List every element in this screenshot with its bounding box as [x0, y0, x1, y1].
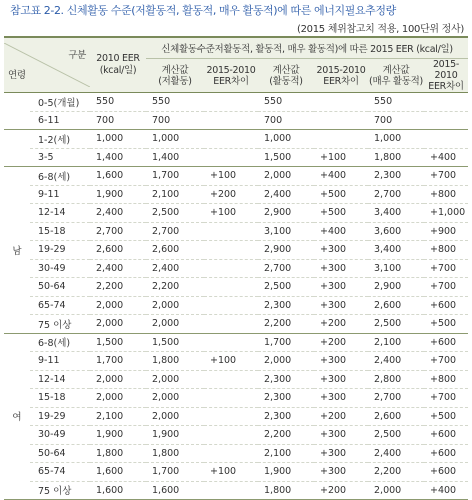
diff-low-cell [204, 481, 258, 500]
diff-low-cell [204, 278, 258, 297]
header-category-label: 구분 [68, 50, 86, 61]
table-row [4, 426, 468, 445]
age-cell: 30-49 [38, 429, 66, 441]
calc-low-cell: 700 [152, 114, 171, 126]
calc-very-active-cell: 3,400 [374, 207, 402, 219]
age-cell: 30-49 [38, 262, 66, 274]
calc-low-cell: 1,700 [152, 170, 180, 182]
table-row [4, 148, 468, 167]
age-cell: 65-74 [38, 299, 66, 311]
sex-cell: 남 [4, 167, 30, 334]
table-row [4, 259, 468, 278]
sex-cell: 여 [4, 333, 30, 500]
table-row [4, 407, 468, 426]
age-cell: 6-8(세) [38, 338, 71, 350]
calc-very-active-cell: 2,300 [374, 170, 402, 182]
calc-active-cell: 1,800 [264, 484, 292, 496]
age-cell: 50-64 [38, 447, 66, 459]
diff-low-cell: +100 [210, 355, 237, 367]
calc-active-cell: 1,500 [264, 151, 292, 163]
sex-cell [4, 130, 30, 167]
diff-low-cell [204, 296, 258, 315]
diff-very-active-cell: +800 [430, 244, 457, 256]
eer-2010-cell: 1,000 [96, 133, 124, 145]
eer-2010-cell: 2,000 [96, 299, 124, 311]
table-row [4, 185, 468, 204]
diff-low-cell [204, 93, 258, 112]
diff-low-cell [204, 407, 258, 426]
age-cell: 9-11 [38, 188, 60, 200]
calc-active-cell: 1,700 [264, 336, 292, 348]
calc-active-cell: 2,500 [264, 281, 292, 293]
header-group-title: 신체활동수준저활동적, 활동적, 매우 활동적)에 따른 2015 EER (kcal/일) [146, 37, 468, 59]
calc-very-active-cell: 3,600 [374, 225, 402, 237]
calc-active-cell: 2,900 [264, 244, 292, 256]
calc-active-cell: 2,900 [264, 207, 292, 219]
diff-very-active-cell: +1,000 [430, 207, 466, 219]
calc-low-cell: 1,600 [152, 484, 180, 496]
diff-active-cell: +300 [320, 373, 347, 385]
calc-very-active-cell: 2,500 [374, 318, 402, 330]
table-row [4, 352, 468, 371]
diff-very-active-cell: +900 [430, 225, 457, 237]
diff-very-active-cell: +700 [430, 355, 457, 367]
diff-very-active-cell: +600 [430, 466, 457, 478]
diff-active-cell: +300 [320, 262, 347, 274]
diff-active-cell [314, 93, 368, 112]
calc-very-active-cell: 2,900 [374, 281, 402, 293]
calc-very-active-cell: 2,400 [374, 355, 402, 367]
age-cell: 0-5(개월) [38, 97, 80, 109]
calc-active-cell: 2,000 [264, 170, 292, 182]
eer-2010-cell: 1,900 [96, 188, 124, 200]
calc-active-cell: 2,200 [264, 429, 292, 441]
diff-very-active-cell: +600 [430, 429, 457, 441]
diff-low-cell [204, 111, 258, 130]
diff-low-cell [204, 222, 258, 241]
eer-2010-cell: 1,700 [96, 355, 124, 367]
table-row [4, 167, 468, 186]
calc-low-cell: 1,500 [152, 336, 180, 348]
calc-very-active-cell: 2,600 [374, 299, 402, 311]
diff-very-active-cell: +500 [430, 410, 457, 422]
diff-very-active-cell: +500 [430, 318, 457, 330]
age-cell: 19-29 [38, 244, 66, 256]
eer-2010-cell: 1,600 [96, 170, 124, 182]
eer-2010-cell: 2,100 [96, 410, 124, 422]
calc-low-cell: 2,100 [152, 188, 180, 200]
calc-active-cell: 2,300 [264, 410, 292, 422]
calc-low-cell: 2,400 [152, 262, 180, 274]
diff-active-cell: +500 [320, 188, 347, 200]
diff-very-active-cell: +700 [430, 392, 457, 404]
diff-active-cell: +300 [320, 244, 347, 256]
diff-low-cell [204, 315, 258, 334]
diff-very-active-cell: +400 [430, 484, 457, 496]
age-cell: 65-74 [38, 466, 66, 478]
diff-very-active-cell: +600 [430, 336, 457, 348]
age-cell: 9-11 [38, 355, 60, 367]
calc-very-active-cell: 1,800 [374, 151, 402, 163]
age-cell: 12-14 [38, 373, 66, 385]
diff-active-cell: +200 [320, 336, 347, 348]
header-diff-active: 2015-2010 EER차이 [314, 59, 368, 93]
calc-active-cell: 2,300 [264, 392, 292, 404]
diff-low-cell [204, 444, 258, 463]
diff-very-active-cell: +400 [430, 151, 457, 163]
diff-active-cell: +300 [320, 392, 347, 404]
table-subtitle: (2015 체위참고치 적용, 100단위 정사) [297, 24, 464, 35]
eer-2010-cell: 2,600 [96, 244, 124, 256]
eer-2010-cell: 2,000 [96, 318, 124, 330]
diff-low-cell: +100 [210, 466, 237, 478]
diff-active-cell: +300 [320, 355, 347, 367]
calc-very-active-cell: 2,400 [374, 447, 402, 459]
calc-low-cell: 1,400 [152, 151, 180, 163]
calc-active-cell: 700 [264, 114, 283, 126]
diff-very-active-cell: +600 [430, 447, 457, 459]
header-calc-active: 계산값 (활동적) [258, 59, 314, 93]
eer-2010-cell: 1,400 [96, 151, 124, 163]
diff-active-cell: +300 [320, 429, 347, 441]
calc-very-active-cell: 2,700 [374, 392, 402, 404]
diff-active-cell [314, 111, 368, 130]
eer-2010-cell: 2,200 [96, 281, 124, 293]
table-row [4, 130, 468, 149]
diff-low-cell [204, 130, 258, 149]
table-row [4, 93, 468, 112]
age-cell: 50-64 [38, 281, 66, 293]
calc-very-active-cell: 3,400 [374, 244, 402, 256]
table-header [4, 37, 468, 93]
diff-active-cell: +300 [320, 447, 347, 459]
eer-2010-cell: 2,400 [96, 262, 124, 274]
diff-active-cell: +100 [320, 151, 347, 163]
table-row [4, 222, 468, 241]
eer-2010-cell: 2,000 [96, 392, 124, 404]
diff-active-cell: +300 [320, 466, 347, 478]
table-title: 신체활동 수준(저활동적, 활동적, 매우 활동적)에 따른 에너지필요추정량 [66, 4, 396, 17]
diff-low-cell [204, 389, 258, 408]
diff-very-active-cell: +700 [430, 170, 457, 182]
table-row [4, 204, 468, 223]
age-cell: 6-8(세) [38, 171, 71, 183]
diff-very-active-cell: +700 [430, 262, 457, 274]
header-age-label: 연령 [8, 70, 26, 81]
table-row [4, 111, 468, 130]
table-row [4, 241, 468, 260]
calc-low-cell: 2,200 [152, 281, 180, 293]
diff-very-active-cell: +800 [430, 373, 457, 385]
calc-very-active-cell: 2,600 [374, 410, 402, 422]
calc-very-active-cell: 2,000 [374, 484, 402, 496]
calc-active-cell: 2,000 [264, 355, 292, 367]
diff-low-cell [204, 370, 258, 389]
diff-active-cell: +400 [320, 170, 347, 182]
calc-low-cell: 2,000 [152, 299, 180, 311]
diff-active-cell: +300 [320, 281, 347, 293]
header-calc-low: 계산값 (저활동) [146, 59, 204, 93]
age-cell: 15-18 [38, 392, 66, 404]
table-row [4, 278, 468, 297]
diff-very-active-cell: +800 [430, 188, 457, 200]
diff-active-cell: +200 [320, 410, 347, 422]
calc-very-active-cell: 2,700 [374, 188, 402, 200]
diff-active-cell: +200 [320, 484, 347, 496]
diff-low-cell: +200 [210, 188, 237, 200]
calc-active-cell: 3,100 [264, 225, 292, 237]
eer-table [4, 36, 468, 500]
table-row [4, 481, 468, 500]
calc-very-active-cell: 3,100 [374, 262, 402, 274]
header-eer-2010: 2010 EER (kcal/일) [90, 37, 146, 93]
table-row [4, 370, 468, 389]
diff-active-cell: +200 [320, 318, 347, 330]
calc-very-active-cell: 2,800 [374, 373, 402, 385]
calc-active-cell: 2,300 [264, 373, 292, 385]
diff-active-cell: +500 [320, 207, 347, 219]
calc-very-active-cell: 2,100 [374, 336, 402, 348]
diff-low-cell: +100 [210, 207, 237, 219]
diff-low-cell [204, 333, 258, 352]
age-cell: 1-2(세) [38, 134, 71, 146]
diff-active-cell: +400 [320, 225, 347, 237]
diff-low-cell [204, 148, 258, 167]
calc-low-cell: 2,000 [152, 318, 180, 330]
eer-2010-cell: 2,700 [96, 225, 124, 237]
calc-active-cell: 1,900 [264, 466, 292, 478]
calc-low-cell: 1,800 [152, 447, 180, 459]
calc-very-active-cell: 2,200 [374, 466, 402, 478]
calc-active-cell: 2,200 [264, 318, 292, 330]
diff-active-cell [314, 130, 368, 149]
diff-low-cell: +100 [210, 170, 237, 182]
age-cell: 15-18 [38, 225, 66, 237]
calc-low-cell: 1,700 [152, 466, 180, 478]
age-cell: 75 이상 [38, 486, 72, 498]
eer-2010-cell: 700 [96, 114, 115, 126]
calc-low-cell: 2,000 [152, 410, 180, 422]
calc-active-cell: 2,100 [264, 447, 292, 459]
table-row [4, 389, 468, 408]
age-cell: 75 이상 [38, 319, 72, 331]
calc-low-cell: 550 [152, 96, 171, 108]
age-cell: 3-5 [38, 151, 54, 163]
diff-very-active-cell: +700 [430, 281, 457, 293]
diff-low-cell [204, 259, 258, 278]
calc-low-cell: 2,600 [152, 244, 180, 256]
sex-cell [4, 93, 30, 130]
table-reference: 참고표 2-2. [10, 4, 64, 17]
calc-active-cell: 550 [264, 96, 283, 108]
table-row [4, 315, 468, 334]
diff-very-active-cell [424, 111, 468, 130]
calc-low-cell: 2,000 [152, 373, 180, 385]
eer-2010-cell: 550 [96, 96, 115, 108]
age-cell: 19-29 [38, 410, 66, 422]
page-title [10, 2, 396, 18]
diff-active-cell: +300 [320, 299, 347, 311]
diff-low-cell [204, 241, 258, 260]
header-corner-cell [4, 37, 90, 93]
header-calc-very-active: 계산값 (매우 활동적) [368, 59, 424, 93]
table-body [4, 93, 468, 500]
age-cell: 6-11 [38, 114, 60, 126]
calc-low-cell: 1,800 [152, 355, 180, 367]
calc-very-active-cell: 2,500 [374, 429, 402, 441]
table-row [4, 444, 468, 463]
calc-active-cell: 2,700 [264, 262, 292, 274]
diff-very-active-cell: +600 [430, 299, 457, 311]
calc-very-active-cell: 700 [374, 114, 393, 126]
table-row [4, 333, 468, 352]
calc-low-cell: 2,000 [152, 392, 180, 404]
header-diff-very-active: 2015-2010 EER차이 [424, 59, 468, 93]
calc-low-cell: 2,500 [152, 207, 180, 219]
age-cell: 12-14 [38, 207, 66, 219]
calc-very-active-cell: 1,000 [374, 133, 402, 145]
calc-active-cell: 1,000 [264, 133, 292, 145]
eer-2010-cell: 1,600 [96, 484, 124, 496]
calc-low-cell: 1,000 [152, 133, 180, 145]
table-row [4, 296, 468, 315]
eer-2010-cell: 1,500 [96, 336, 124, 348]
eer-2010-cell: 1,800 [96, 447, 124, 459]
eer-2010-cell: 2,000 [96, 373, 124, 385]
diff-very-active-cell [424, 93, 468, 112]
calc-very-active-cell: 550 [374, 96, 393, 108]
header-diff-low: 2015-2010 EER차이 [204, 59, 258, 93]
calc-active-cell: 2,400 [264, 188, 292, 200]
calc-low-cell: 1,900 [152, 429, 180, 441]
diff-low-cell [204, 426, 258, 445]
calc-active-cell: 2,300 [264, 299, 292, 311]
eer-2010-cell: 1,600 [96, 466, 124, 478]
eer-2010-cell: 1,900 [96, 429, 124, 441]
calc-low-cell: 2,700 [152, 225, 180, 237]
diff-very-active-cell [424, 130, 468, 149]
eer-2010-cell: 2,400 [96, 207, 124, 219]
